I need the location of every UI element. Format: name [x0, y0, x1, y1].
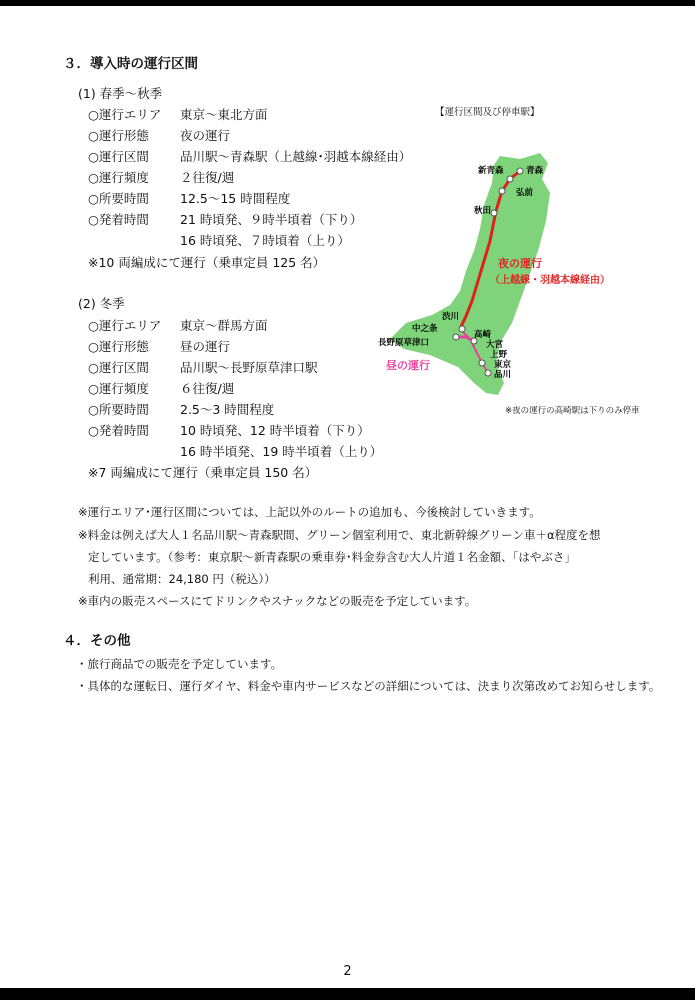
row-value: 東京～群馬方面 [180, 318, 268, 333]
row-label: ○所要時間 [88, 191, 149, 206]
spring-heading: (1) 春季～秋季 [78, 86, 163, 101]
row-value: 夜の運行 [180, 128, 231, 143]
other-line: ・具体的な運転日、運行ダイヤ、料金や車内サービスなどの詳細については、決まり次第改めてお知らせします。 [76, 679, 661, 693]
row-label: ○運行エリア [88, 107, 162, 122]
row-label: ○運行頻度 [88, 170, 149, 185]
route-map [370, 101, 670, 431]
note-line: ※車内の販売スペースにてドリンクやスナックなどの販売を予定しています。 [78, 594, 477, 608]
station-dot [491, 210, 497, 216]
other-line: ・旅行商品での販売を予定しています。 [76, 657, 283, 671]
station-label: 中之条 [412, 324, 438, 334]
section3-heading: ３．導入時の運行区間 [63, 56, 198, 72]
night-route-label: 夜の運行 [498, 257, 542, 270]
day-route-label: 昼の運行 [386, 359, 430, 372]
row-value: 10 時頃発、12 時半頃着（下り） [180, 423, 370, 438]
note-line: 定しています。（参考：東京駅～新青森駅の乗車券･料金券含む大人片道１名金額、「はやぶさ」 [88, 550, 576, 564]
row-label: ○所要時間 [88, 402, 149, 417]
row-value-extra: 16 時半頃発、19 時半頃着（上り） [180, 444, 383, 459]
map-title: 【運行区間及び停車駅】 [435, 107, 540, 118]
row-value: 12.5～15 時間程度 [180, 191, 291, 206]
page-number: 2 [343, 964, 352, 979]
row-value: 21 時頃発、９時半頃着（下り） [180, 212, 363, 227]
station-label: 長野原草津口 [378, 338, 430, 348]
row-value: 品川駅～青森駅（上越線･羽越本線経由） [180, 149, 412, 164]
row-value: 2.5～3 時間程度 [180, 402, 275, 417]
document-page [0, 6, 695, 988]
row-label: ○運行頻度 [88, 381, 149, 396]
section4-heading: ４．その他 [63, 633, 131, 649]
station-dot [453, 334, 459, 340]
station-label: 渋川 [442, 312, 460, 322]
station-label: 高崎 [474, 330, 492, 340]
station-label: 弘前 [516, 188, 534, 198]
station-dot [517, 168, 523, 174]
row-label: ○運行区間 [88, 360, 149, 375]
note-line: ※運行エリア･運行区間については、上記以外のルートの追加も、今後検討していきます。 [78, 505, 541, 519]
station-dot [459, 326, 465, 332]
row-label: ○運行形態 [88, 339, 149, 354]
station-dot [485, 370, 491, 376]
station-label: 青森 [526, 166, 544, 176]
row-value-extra: 16 時頃発、７時頃着（上り） [180, 233, 350, 248]
note-line: 利用、通常期：24,180 円（税込）） [88, 572, 276, 586]
row-label: ○運行形態 [88, 128, 149, 143]
row-value: 東京～東北方面 [180, 107, 268, 122]
station-label: 秋田 [474, 206, 492, 216]
row-label: ○運行エリア [88, 318, 162, 333]
station-dot [479, 360, 485, 366]
night-route-sublabel: （上越線・羽越本線経由） [490, 275, 610, 286]
row-value: 昼の運行 [180, 339, 231, 354]
winter-heading: (2) 冬季 [78, 296, 125, 311]
spring-note: ※10 両編成にて運行（乗車定員 125 名） [88, 255, 326, 270]
row-label: ○発着時間 [88, 212, 149, 227]
station-label: 東京 [494, 360, 512, 370]
winter-note: ※7 両編成にて運行（乗車定員 150 名） [88, 465, 318, 480]
station-label: 大宮 [486, 340, 504, 350]
row-label: ○発着時間 [88, 423, 149, 438]
row-label: ○運行区間 [88, 149, 149, 164]
station-label: 品川 [494, 370, 512, 380]
row-value: ２往復/週 [180, 170, 235, 185]
station-dot [499, 188, 505, 194]
station-dot [507, 176, 513, 182]
station-label: 上野 [490, 350, 508, 360]
map-note: ※夜の運行の高崎駅は下りのみ停車 [505, 406, 640, 416]
row-value: 品川駅～長野原草津口駅 [180, 360, 318, 375]
row-value: ６往復/週 [180, 381, 235, 396]
note-line: ※料金は例えば大人１名品川駅～青森駅間、グリーン個室利用で、東北新幹線グリーン車＋α程度を想 [78, 528, 601, 542]
station-label: 新青森 [478, 166, 504, 176]
